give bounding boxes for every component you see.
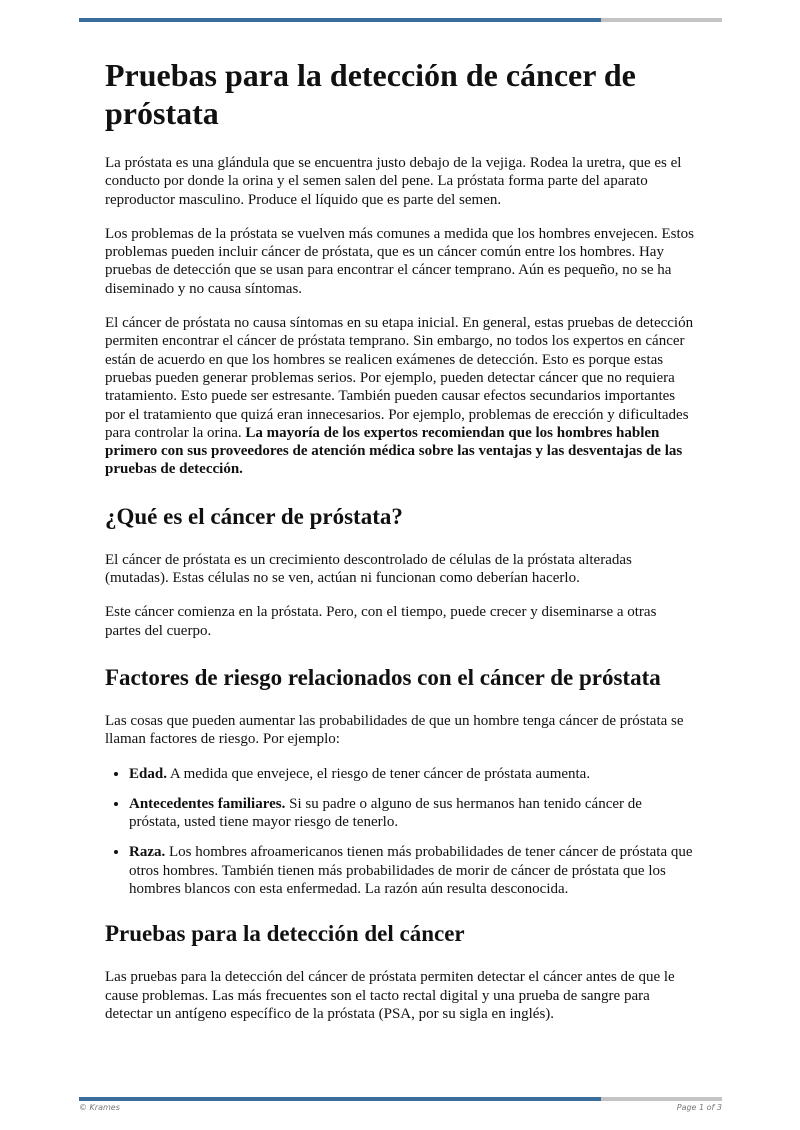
intro-paragraph-3-text: El cáncer de próstata no causa síntomas en su etapa inicial. En general, estas pruebas de detección permiten encontrar el cáncer de próstata temprano. Sin embargo, no todos los expertos en cáncer están de acuerdo en que los hombres se realicen exámenes de detección. Esto es porque estas pruebas pueden generar problemas serios. Por ejemplo, pueden detectar cáncer que no requiera tratamiento. Esto puede ser estresante. También pueden causar efectos secundarios importantes por el tratamiento que quizá eran innecesarios. Por ejemplo, problemas de erección y dificultades para controlar la orina. (105, 315, 694, 441)
intro-paragraph-3-bold: La mayoría de los expertos recomiendan que los hombres hablen primero con sus proveedores de atención médica sobre las ventajas y las desventajas de las pruebas de detección. (105, 424, 683, 478)
document-body (105, 56, 695, 1039)
what-is-paragraph-2: Este cáncer comienza en la próstata. Pero, con el tiempo, puede crecer y diseminarse a otras partes del cuerpo. (105, 604, 657, 639)
screening-tests-paragraph: Las pruebas para la detección del cáncer de próstata permiten detectar el cáncer antes de que le cause problemas. Las más frecuentes son el tacto rectal digital y una prueba de sangre para detectar un antígeno específico de la próstata (PSA, por su sigla en inglés). (105, 969, 675, 1022)
risk-factors-list (105, 765, 695, 899)
section-heading-risk-factors: Factores de riesgo relacionados con el cáncer de próstata (105, 664, 661, 690)
list-item-text: Si su padre o alguno de sus hermanos han tenido cáncer de próstata, usted tiene mayor riesgo de tenerlo. (129, 795, 642, 831)
section-heading-screening-tests: Pruebas para la detección del cáncer (105, 921, 465, 947)
footer-page-number: Page 1 of 3 (676, 1103, 722, 1112)
risk-factors-paragraph: Las cosas que pueden aumentar las probabilidades de que un hombre tenga cáncer de próstata se llaman factores de riesgo. Por ejemplo: (105, 712, 684, 748)
list-item-text: Los hombres afroamericanos tienen más probabilidades de tener cáncer de próstata que otros hombres. También tienen más probabilidades de morir de cáncer de próstata que los hombres blancos con esta enfermedad. La razón aún resulta desconocida. (129, 844, 693, 898)
list-item (129, 795, 695, 832)
page-title: Pruebas para la detección de cáncer de próstata (105, 57, 636, 131)
list-item-text: A medida que envejece, el riesgo de tener cáncer de próstata aumenta. (166, 765, 591, 782)
list-item-term: Edad. (129, 765, 167, 782)
what-is-paragraph-1: El cáncer de próstata es un crecimiento descontrolado de células de la próstata alteradas (mutadas). Estas células no se ven, actúan ni funcionan como deberían hacerlo. (105, 551, 632, 587)
header-bar (79, 18, 722, 22)
header-bar-accent (79, 18, 601, 22)
intro-paragraph-2: Los problemas de la próstata se vuelven más comunes a medida que los hombres envejecen. Estos problemas pueden incluir cáncer de próstata, que es un cáncer común entre los hombres. Hay pruebas de detección que se usan para encontrar el cáncer temprano. Aún es pequeño, no se ha diseminado y no causa síntomas. (105, 225, 694, 297)
list-item (129, 765, 695, 783)
list-item-term: Antecedentes familiares. (129, 795, 286, 812)
list-item (129, 843, 695, 898)
footer-bar-gray (601, 1097, 722, 1101)
footer-copyright: © Krames (79, 1103, 120, 1112)
header-bar-gray (601, 18, 722, 22)
intro-paragraph-1: La próstata es una glándula que se encuentra justo debajo de la vejiga. Rodea la uretra, que es el conducto por donde la orina y el semen salen del pene. La próstata forma parte del aparato reproductor masculino. Produce el líquido que es parte del semen. (105, 155, 682, 208)
intro-paragraph-3 (105, 314, 695, 479)
footer-bar-accent (79, 1097, 601, 1101)
footer-bar (79, 1097, 722, 1101)
list-item-term: Raza. (129, 844, 166, 861)
section-heading-what-is: ¿Qué es el cáncer de próstata? (105, 503, 403, 529)
